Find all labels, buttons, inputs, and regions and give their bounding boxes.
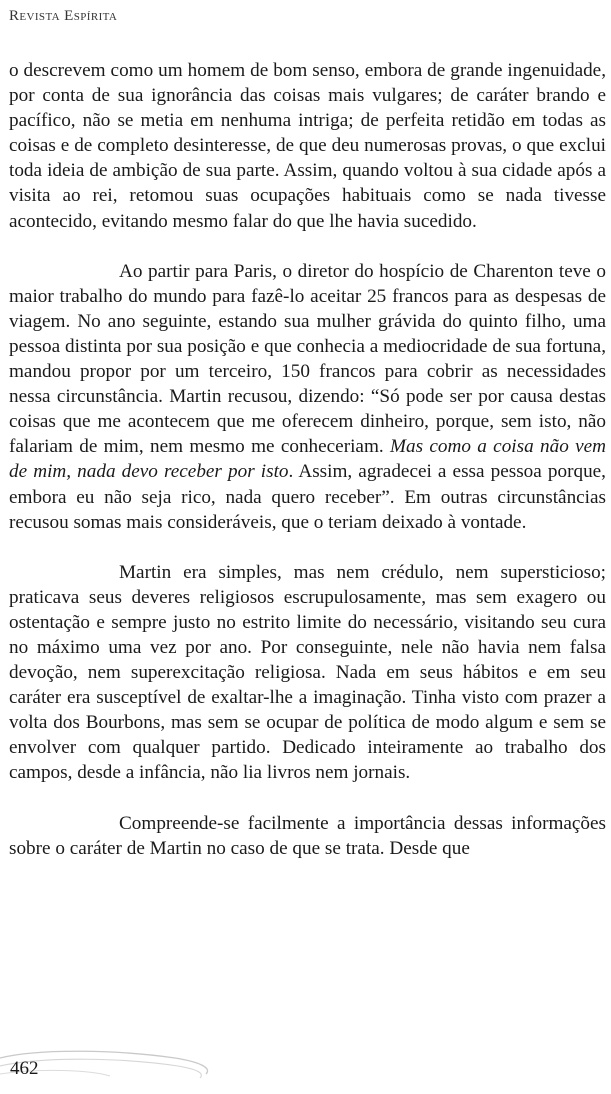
paragraph-2-text-b: . Assim, agradecei a essa pessoa porque, embora eu não seja rico, nada quero receber”. Em outras circunstâncias recusou somas mais consideráveis, que o teriam deixado à vontade. xyxy=(9,461,606,533)
paragraph-2-italic-quote: Mas como a coisa não vem de mim, nada devo receber por isto xyxy=(9,436,606,483)
paragraph-4: Compreende-se facilmente a importância dessas informações sobre o caráter de Martin no caso de que se trata. Desde que xyxy=(9,812,606,859)
paragraph-2 xyxy=(9,259,606,535)
page-number: 462 xyxy=(10,1058,39,1079)
paragraph-3: Martin era simples, mas nem crédulo, nem supersticioso; praticava seus deveres religiosos escrupulosamente, mas sem exagero ou ostentação e sempre justo no estrito limite do necessário, visitando seu cura no máximo uma vez por ano. Por conseguinte, nele não havia nem falsa devoção, nem superexcitação religiosa. Nada em seus hábitos e em seu caráter era susceptível de exaltar-lhe a imaginação. Tinha visto com prazer a volta dos Bourbons, mas sem se ocupar de política de modo algum e sem se envolver com qualquer partido. Dedicado inteiramente ao trabalho dos campos, desde a infância, não lia livros nem jornais. xyxy=(9,561,606,784)
paragraph-2-text-a: Ao partir para Paris, o diretor do hospício de Charenton teve o maior trabalho do mundo para fazê-lo aceitar 25 francos para as despesas de viagem. No ano seguinte, estando sua mulher grávida do quinto filho, uma pessoa distinta por sua posição e que conhecia a mediocridade de sua fortuna, mandou propor por um terceiro, 150 francos para cobrir as necessidades nessa circunstância. Martin recusou, dizendo: “Só pode ser por causa destas coisas que me acontecem que me oferecem dinheiro, porque, sem isto, não falariam de mim, nem mesmo me conheceriam. xyxy=(9,260,606,458)
running-head: Revista Espírita xyxy=(9,8,118,24)
paragraph-1: o descrevem como um homem de bom senso, embora de grande ingenuidade, por conta de sua ignorância das coisas mais vulgares; de caráter brando e pacífico, não se metia em nenhuma intriga; de perfeita retidão em todas as coisas e de completo desinteresse, de que deu numerosas provas, o que exclui toda ideia de ambição de sua parte. Assim, quando voltou à sua cidade após a visita ao rei, retomou suas ocupações habituais como se nada tivesse acontecido, evitando mesmo falar do que lhe havia sucedido. xyxy=(9,60,606,232)
body-text xyxy=(9,58,606,861)
